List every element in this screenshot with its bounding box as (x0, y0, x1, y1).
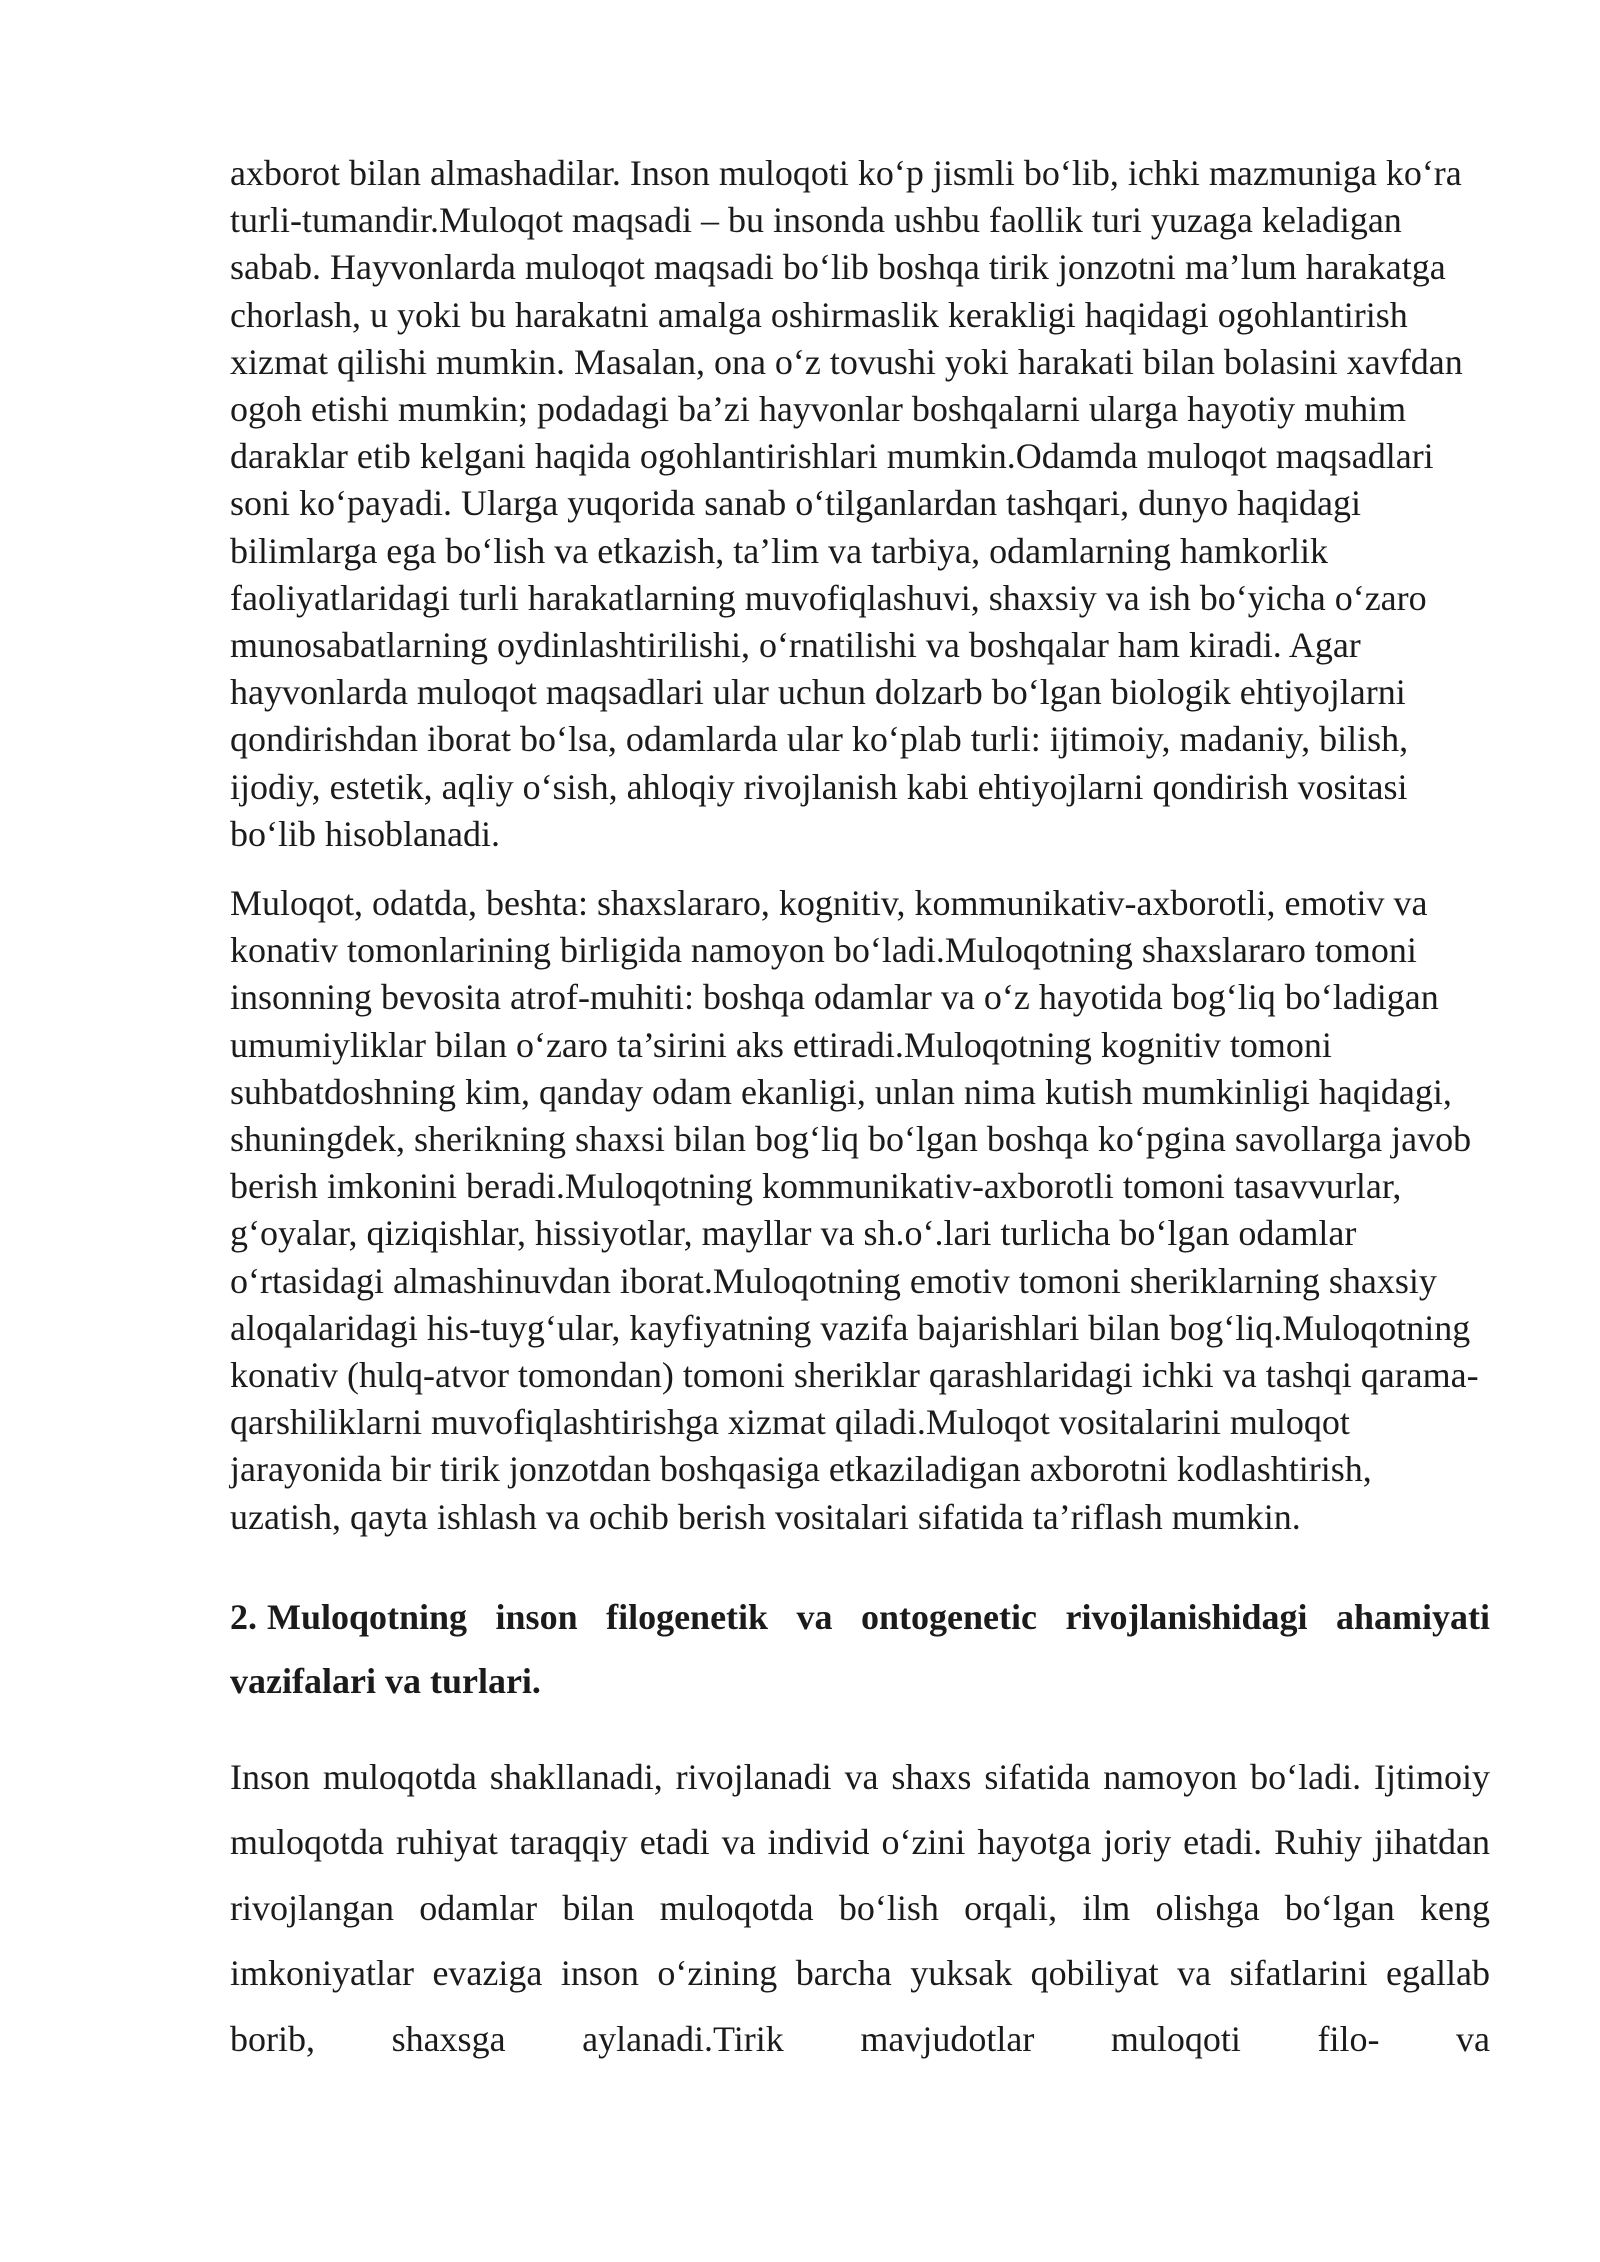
paragraph-personality-formation: Inson muloqotda shakllanadi, rivojlanadi va shaxs sifatida namoyon bo‘ladi. Ijtimoiy muloqotda ruhiyat taraqqiy etadi va individ o‘zini hayotga joriy etadi. Ruhiy jihatdan rivojlangan odamlar bilan muloqotda bo‘lish orqali, ilm olishga bo‘lgan keng imkoniyatlar evaziga inson o‘zining barcha yuksak qobiliyat va sifatlarini egallab borib, shaxsga aylanadi.Tirik mavjudotlar muloqoti filo- va (230, 1756, 1490, 2059)
section-heading (230, 1585, 1490, 1713)
document-page (230, 150, 1490, 2072)
paragraph-communication-goals: axborot bilan almashadilar. Inson muloqoti ko‘p jismli bo‘lib, ichki mazmuniga ko‘ra turli-tumandir.Muloqot maqsadi – bu insonda ushbu faollik turi yuzaga keladigan sabab. Hayvonlarda muloqot maqsadi bo‘lib boshqa tirik jonzotni ma’lum harakatga chorlash, u yoki bu harakatni amalga oshirmaslik kerakligi haqidagi ogohlantirish xizmat qilishi mumkin. Masalan, ona o‘z tovushi yoki harakati bilan bolasini xavfdan ogoh etishi mumkin; podadagi ba’zi hayvonlar boshqalarni ularga hayotiy muhim daraklar etib kelgani haqida ogohlantirishlari mumkin.Odamda muloqot maqsadlari soni ko‘payadi. Ularga yuqorida sanab o‘tilganlardan tashqari, dunyo haqidagi bilimlarga ega bo‘lish va etkazish, ta’lim va tarbiya, odamlarning hamkorlik faoliyatlaridagi turli harakatlarning muvofiqlashuvi, shaxsiy va ish bo‘yicha o‘zaro munosabatlarning oydinlashtirilishi, o‘rnatilishi va boshqalar ham kiradi. Agar hayvonlarda muloqot maqsadlari ular uchun dolzarb bo‘lgan biologik ehtiyojlarni qondirishdan iborat bo‘lsa, odamlarda ular ko‘plab turli: ijtimoiy, madaniy, bilish, ijodiy, estetik, aqliy o‘sish, ahloqiy rivojlanish kabi ehtiyojlarni qondirish vositasi bo‘lib hisoblanadi. (230, 153, 1463, 854)
paragraph-communication-aspects: Muloqot, odatda, beshta: shaxslararo, kognitiv, kommunikativ-axborotli, emotiv va konativ tomonlarining birligida namoyon bo‘ladi.Muloqotning shaxslararo tomoni insonning bevosita atrof-muhiti: boshqa odamlar va o‘z hayotida bog‘liq bo‘ladigan umumiyliklar bilan o‘zaro ta’sirini aks ettiradi.Muloqotning kognitiv tomoni suhbatdoshning kim, qanday odam ekanligi, unlan nima kutish mumkinligi haqidagi, shuningdek, sherikning shaxsi bilan bog‘liq bo‘lgan boshqa ko‘pgina savollarga javob berish imkonini beradi.Muloqotning kommunikativ-axborotli tomoni tasavvurlar, g‘oyalar, qiziqishlar, hissiyotlar, mayllar va sh.o‘.lari turlicha bo‘lgan odamlar o‘rtasidagi almashinuvdan iborat.Muloqotning emotiv tomoni sheriklarning shaxsiy aloqalaridagi his-tuyg‘ular, kayfiyatning vazifa bajarishlari bilan bog‘liq.Muloqotning konativ (hulq-atvor tomondan) tomoni sheriklar qarashlaridagi ichki va tashqi qarama-qarshiliklarni muvofiqlashtirishga xizmat qiladi.Muloqot vositalarini muloqot jarayonida bir tirik jonzotdan boshqasiga etkaziladigan axborotni kodlashtirish, uzatish, qayta ishlash va ochib berish vositalari sifatida ta’riflash mumkin. (230, 883, 1479, 1537)
section-heading-number: 2. (230, 1596, 257, 1637)
section-heading-text: Muloqotning inson filogenetik va ontogenetic rivojlanishidagi ahamiyati vazifalari va turlari. (230, 1596, 1490, 1701)
